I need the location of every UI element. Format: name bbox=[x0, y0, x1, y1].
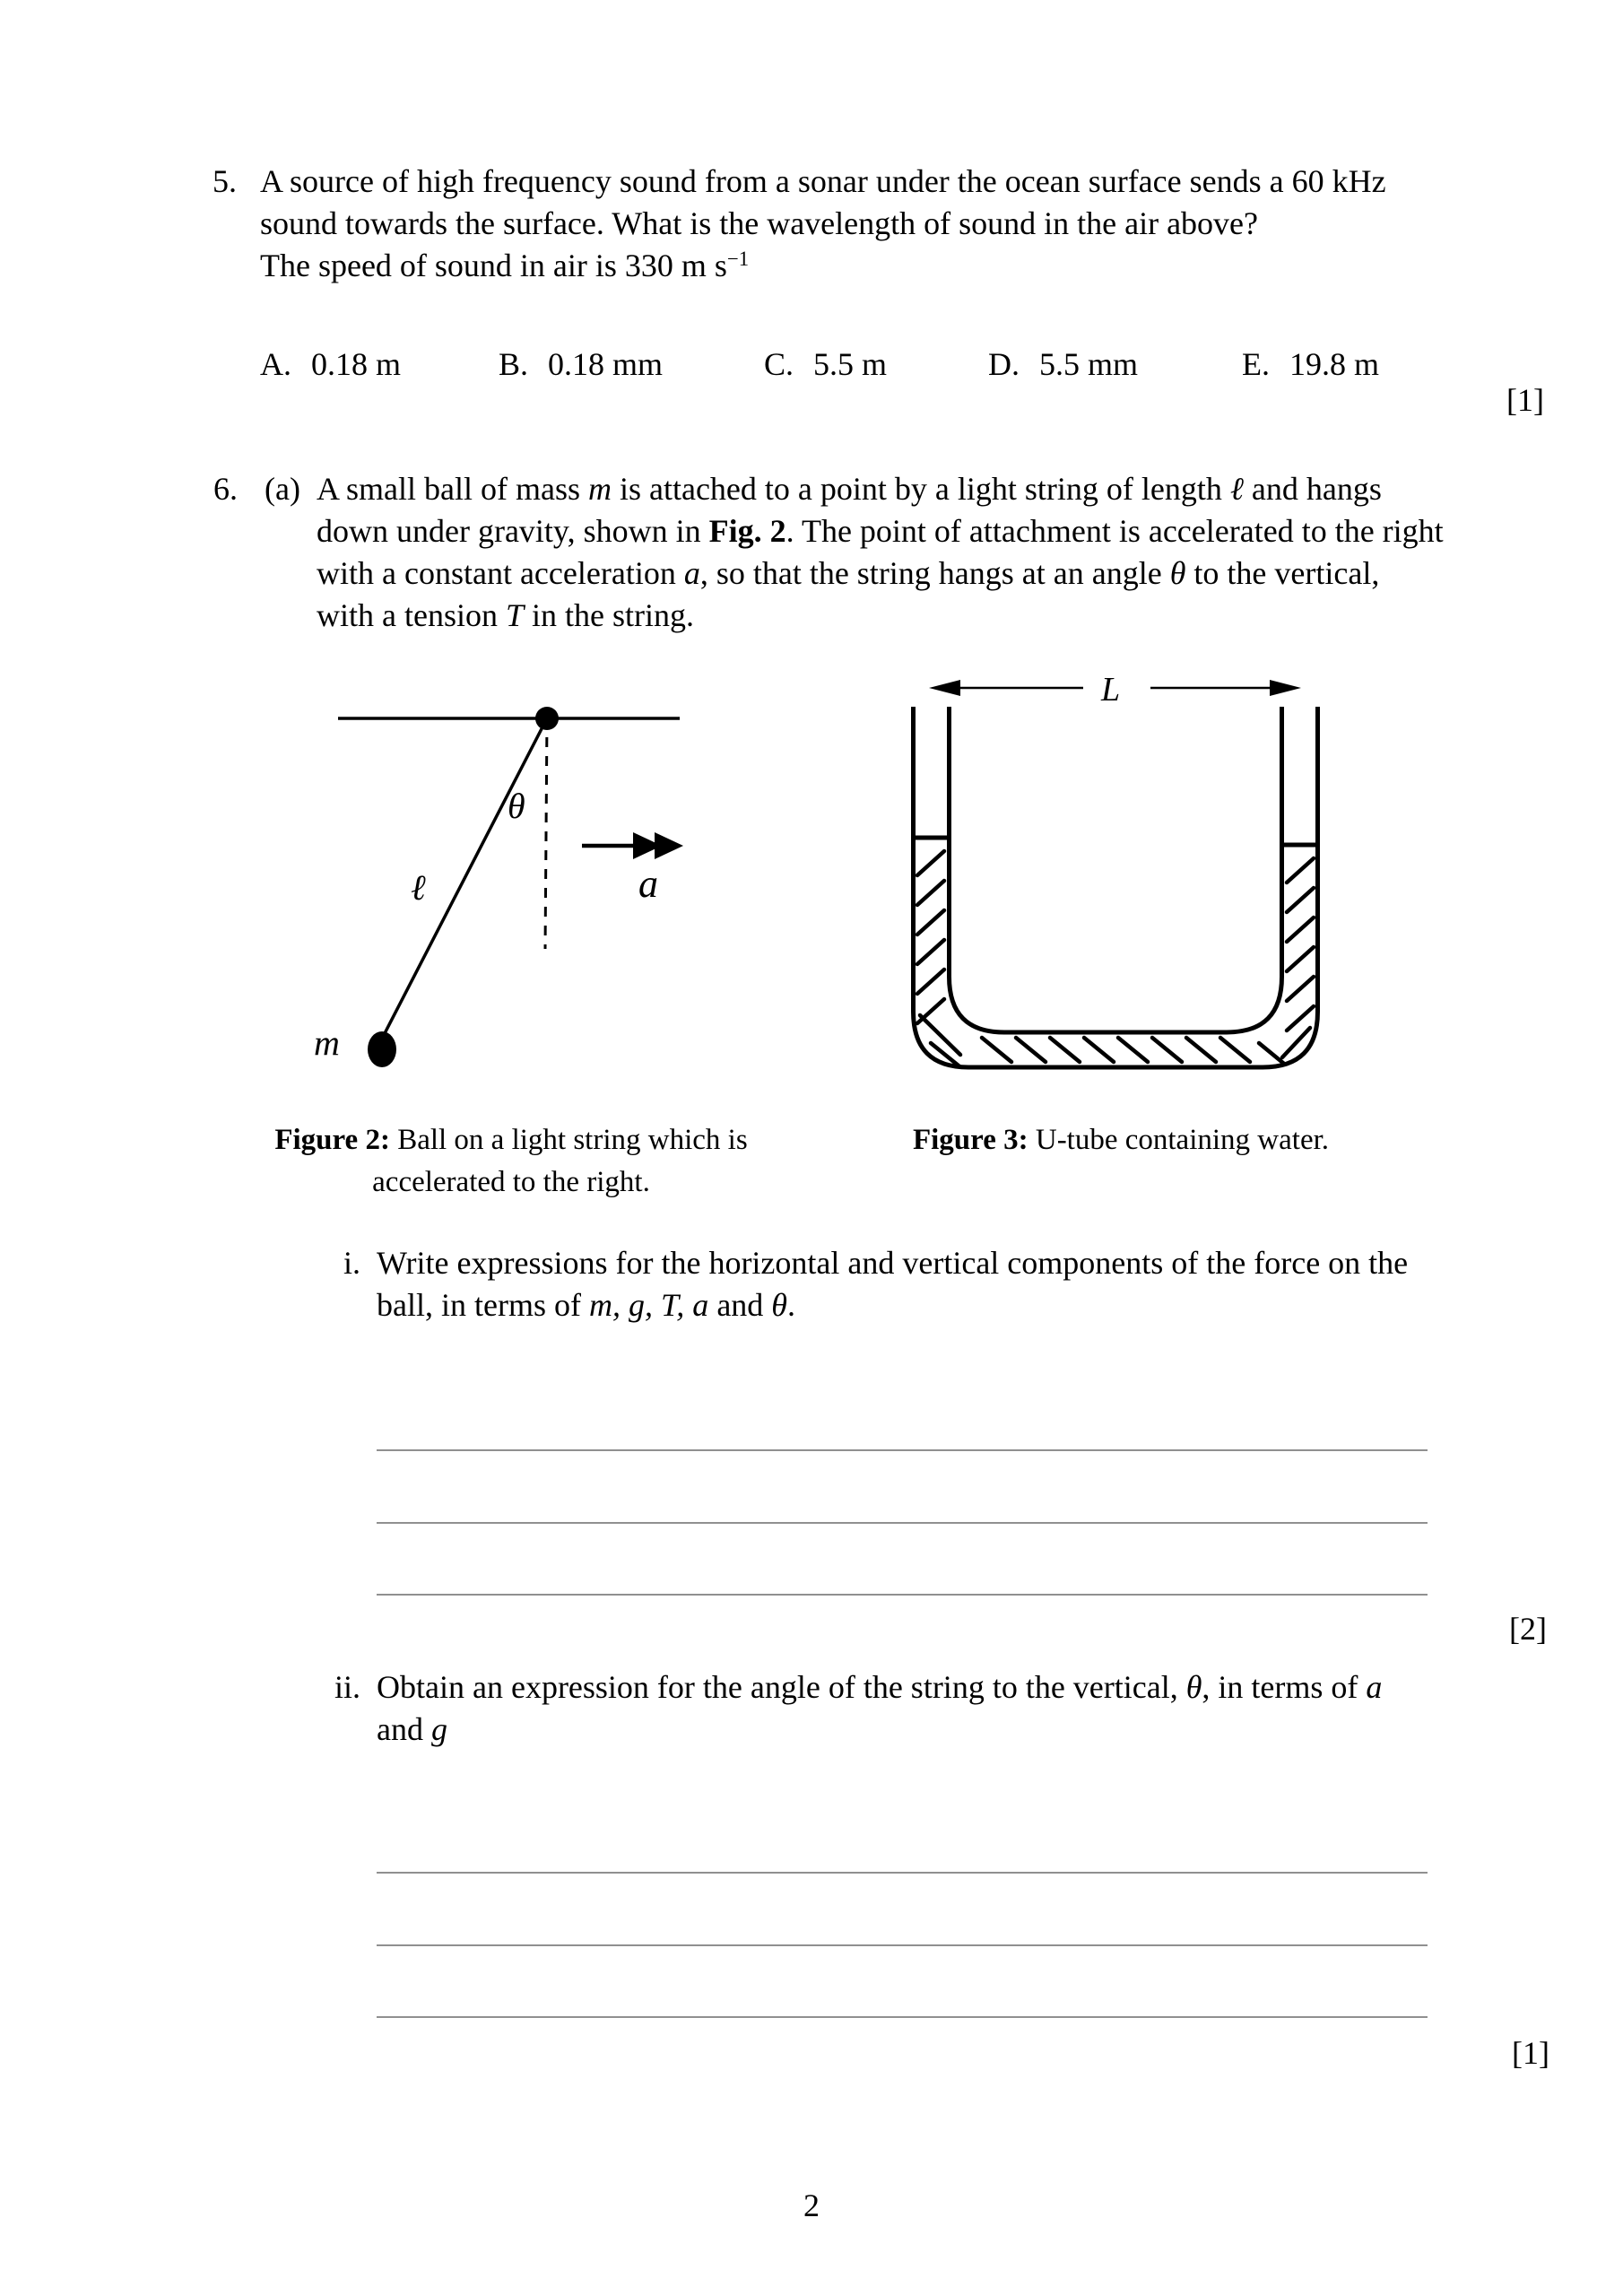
utube-inner-wall bbox=[950, 707, 1282, 1032]
answer-line bbox=[377, 1449, 1428, 1451]
question-6a-line-4: with a tension T in the string. bbox=[317, 597, 694, 633]
question-6-number: 6. bbox=[213, 471, 238, 507]
part-i-text bbox=[377, 1242, 1408, 1326]
question-6a-line-1: A small ball of mass m is attached to a point by a light string of length ℓ and hangs bbox=[317, 471, 1382, 507]
question-5-line-2: sound towards the surface. What is the wavelength of sound in the air above? bbox=[260, 205, 1259, 241]
dimension-arrowhead-left bbox=[929, 680, 960, 696]
part-i-line-2: ball, in terms of m, g, T, a and θ. bbox=[377, 1287, 795, 1323]
option-b-letter: B. bbox=[499, 346, 529, 382]
string-line bbox=[382, 718, 547, 1039]
part-ii-numeral: ii. bbox=[334, 1669, 360, 1705]
utube-outer-wall bbox=[914, 707, 1318, 1067]
figure-3-caption bbox=[861, 1119, 1381, 1161]
part-ii-line-2: and g bbox=[377, 1711, 447, 1747]
option-a-letter: A. bbox=[260, 346, 291, 382]
length-dimension-arrow bbox=[929, 671, 1301, 709]
acceleration-arrowhead-2 bbox=[655, 832, 683, 859]
page-number: 2 bbox=[803, 2187, 820, 2223]
acceleration-label: a bbox=[638, 862, 658, 906]
figure-3-caption-line-1: Figure 3: U-tube containing water. bbox=[912, 1124, 1330, 1156]
acceleration-arrow bbox=[582, 832, 683, 859]
figure-2-caption-line-2: accelerated to the right. bbox=[372, 1166, 650, 1198]
ball bbox=[368, 1031, 396, 1067]
option-c-letter: C. bbox=[764, 346, 794, 382]
option-b-value: 0.18 mm bbox=[548, 346, 664, 382]
answer-line bbox=[377, 2016, 1428, 2018]
figure-2-pendulum-diagram bbox=[296, 677, 717, 1099]
option-b bbox=[499, 344, 663, 386]
mass-label: m bbox=[314, 1022, 340, 1063]
option-d-letter: D. bbox=[988, 346, 1020, 382]
question-6a-text bbox=[317, 468, 1444, 637]
option-a bbox=[260, 344, 401, 386]
option-c-value: 5.5 m bbox=[813, 346, 888, 382]
option-e-value: 19.8 m bbox=[1289, 346, 1380, 382]
question-6a-line-2: down under gravity, shown in Fig. 2. The point of attachment is accelerated to the right bbox=[317, 513, 1444, 549]
option-d-value: 5.5 mm bbox=[1039, 346, 1139, 382]
figure-3-utube-diagram bbox=[883, 662, 1358, 1090]
part-ii-text bbox=[377, 1666, 1382, 1751]
dimension-arrowhead-right bbox=[1270, 680, 1301, 696]
question-5-number: 5. bbox=[213, 163, 237, 199]
option-e bbox=[1242, 344, 1379, 386]
figure-2-caption-line-1: Figure 2: Ball on a light string which is bbox=[274, 1124, 748, 1156]
part-i-numeral: i. bbox=[343, 1245, 360, 1281]
option-d bbox=[988, 344, 1138, 386]
question-5-text bbox=[260, 161, 1386, 291]
part-ii-mark: [1] bbox=[1512, 2035, 1549, 2071]
answer-line bbox=[377, 1522, 1428, 1524]
question-5-line-3: The speed of sound in air is 330 m $s^{-1}$ bbox=[260, 247, 750, 283]
theta-label: θ bbox=[508, 786, 525, 826]
option-a-value: 0.18 m bbox=[311, 346, 402, 382]
option-c bbox=[764, 344, 887, 386]
part-i-line-1: Write expressions for the horizontal and vertical components of the force on the bbox=[377, 1245, 1409, 1281]
option-e-letter: E. bbox=[1242, 346, 1270, 382]
question-5-line-1: A source of high frequency sound from a sonar under the ocean surface sends a 60 kHz bbox=[260, 163, 1386, 199]
answer-line bbox=[377, 1944, 1428, 1946]
part-ii-line-1: Obtain an expression for the angle of the string to the vertical, θ, in terms of a bbox=[377, 1669, 1383, 1705]
length-label: L bbox=[1101, 671, 1121, 709]
part-i-mark: [2] bbox=[1509, 1611, 1547, 1647]
answer-line bbox=[377, 1872, 1428, 1874]
vertical-dashed-line bbox=[545, 718, 547, 949]
figure-2-caption bbox=[224, 1119, 798, 1204]
answer-line bbox=[377, 1594, 1428, 1596]
ell-label: ℓ bbox=[411, 867, 426, 908]
question-5-mark: [1] bbox=[1506, 382, 1544, 418]
question-6a-label: (a) bbox=[265, 471, 300, 507]
question-6a-line-3: with a constant acceleration a, so that the string hangs at an angle θ to the vertical, bbox=[317, 555, 1380, 591]
